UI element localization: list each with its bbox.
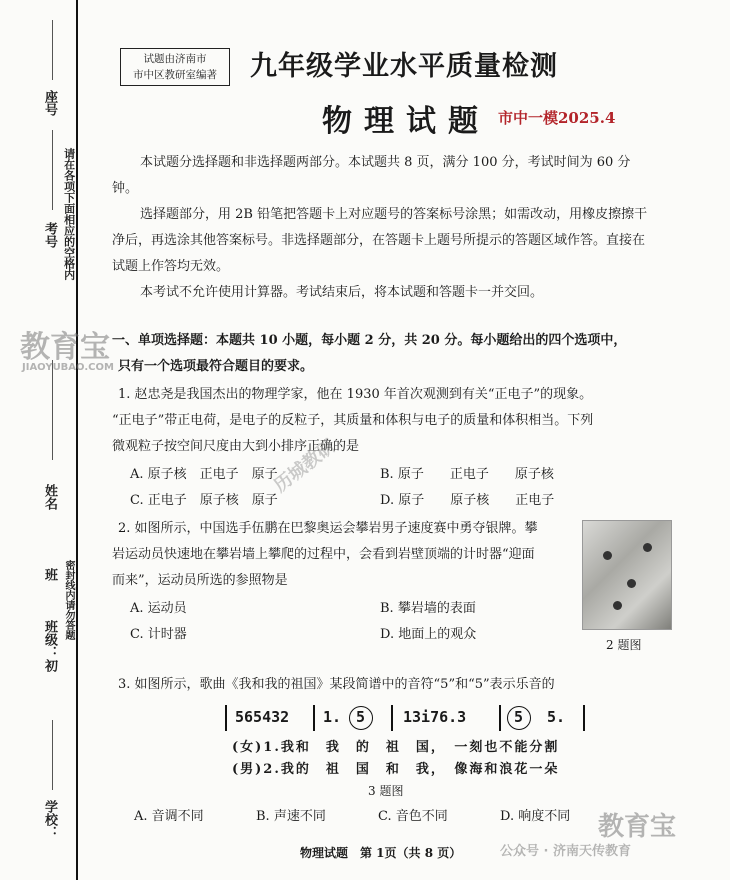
watermark-url: JIAOYUBAO.COM — [22, 362, 114, 373]
option-d: D. 响度不同 — [500, 809, 571, 824]
question-text: 而来”，运动员所选的参照物是 — [112, 573, 288, 588]
seat-label: 座号 — [42, 90, 57, 116]
question-text: 微观粒子按空间尺度由大到小排序正确的是 — [112, 439, 360, 454]
option-a: A. 音调不同 — [134, 809, 204, 824]
source-box — [120, 48, 230, 86]
seal-note: 请在各项下面相应的空格内 — [62, 148, 76, 280]
question-text: 1. 赵忠尧是我国杰出的物理学家，他在 1930 年首次观测到有关“正电子”的现象。 — [118, 387, 593, 402]
margin-rule — [52, 360, 53, 460]
name-label: 姓名 — [42, 484, 57, 510]
margin-rule — [52, 720, 53, 790]
question-text: 2. 如图所示，中国选手伍鹏在巴黎奥运会攀岩男子速度赛中勇夺银牌。攀 — [118, 521, 538, 536]
watermark-logo: 教育宝 — [598, 812, 677, 842]
climbing-photo — [582, 520, 672, 630]
lyric-line: (男)2.我的 祖 国 和 我， 像海和浪花一朵 — [232, 762, 560, 777]
exam-stamp: 市中一模2025.4 — [498, 109, 616, 127]
watermark-logo: 教育宝 — [20, 330, 110, 365]
margin-rule — [52, 130, 53, 210]
score-notes: 13i76.3 — [403, 708, 467, 726]
score-note-circled: 5 — [514, 708, 524, 726]
score-note-circled: 5 — [356, 708, 366, 726]
option-a: A. 运动员 — [130, 601, 187, 616]
instruction-paragraph: 本考试不允许使用计算器。考试结束后，将本试题和答题卡一并交回。 — [140, 285, 544, 300]
numbered-score — [225, 705, 585, 731]
option-b: B. 原子 正电子 原子核 — [380, 467, 554, 482]
option-d: D. 原子 原子核 正电子 — [380, 493, 555, 508]
option-c: C. 计时器 — [130, 627, 187, 642]
subject-title: 物理试题 — [322, 104, 490, 139]
instruction-paragraph: 选择题部分，用 2B 铅笔把答题卡上对应题号的答案标号涂黑；如需改动，用橡皮擦擦干净后，再选涂其他答案标号。非选择题部分，在答题卡上题号所提示的答题区域作答。直接在试题上作答均无效。 — [112, 207, 648, 274]
lyric-line: (女)1.我和 我 的 祖 国， 一刻也不能分割 — [232, 740, 560, 755]
watermark-wechat: 公众号 · 济南天传教育 — [500, 844, 631, 859]
school-label: 学校： — [42, 800, 57, 839]
option-b: B. 声速不同 — [256, 809, 326, 824]
score-notes: 5. — [547, 708, 566, 726]
option-c: C. 音色不同 — [378, 809, 448, 824]
seal-warning: 密封线内请勿答题 — [63, 560, 74, 640]
score-notes: 1. — [323, 708, 342, 726]
source-line: 市中区教研室编著 — [133, 69, 217, 81]
watermark-diagonal: 历城教研 — [270, 435, 340, 497]
question-text: 岩运动员快速地在攀岩墙上攀爬的过程中，会看到岩壁顶端的计时器“迎面 — [112, 547, 535, 562]
score-notes: 565432 — [235, 708, 290, 726]
instruction-paragraph: 本试题分选择题和非选择题两部分。本试题共 8 页，满分 100 分，考试时间为 60 分钟。 — [112, 155, 631, 196]
page-footer: 物理试题 第 1页（共 8 页） — [300, 846, 462, 860]
binding-line — [76, 0, 78, 880]
source-line: 试题由济南市 — [143, 53, 207, 65]
class-grade-label: 班级：初 — [42, 620, 57, 672]
option-c: C. 正电子 原子核 原子 — [130, 493, 278, 508]
section-heading: 一、单项选择题：本题共 10 小题，每小题 2 分，共 20 分。每小题给出的四个选项中， — [112, 333, 627, 348]
exam-no-label: 考号 — [42, 222, 57, 248]
question-text: “正电子”带正电荷，是电子的反粒子，其质量和体积与电子的质量和体积相当。下列 — [112, 413, 594, 428]
class-label: 班 — [42, 568, 57, 581]
option-a: A. 原子核 正电子 原子 — [130, 467, 278, 482]
option-b: B. 攀岩墙的表面 — [380, 601, 476, 616]
question-text: 3. 如图所示，歌曲《我和我的祖国》某段简谱中的音符“5”和“5”表示乐音的 — [118, 677, 555, 692]
instructions — [112, 150, 652, 306]
option-d: D. 地面上的观众 — [380, 627, 477, 642]
margin-rule — [52, 20, 53, 80]
page-title: 九年级学业水平质量检测 — [250, 51, 558, 82]
figure-caption: 2 题图 — [606, 638, 642, 652]
section-heading: 只有一个选项最符合题目的要求。 — [118, 359, 314, 374]
figure-caption: 3 题图 — [368, 784, 404, 798]
